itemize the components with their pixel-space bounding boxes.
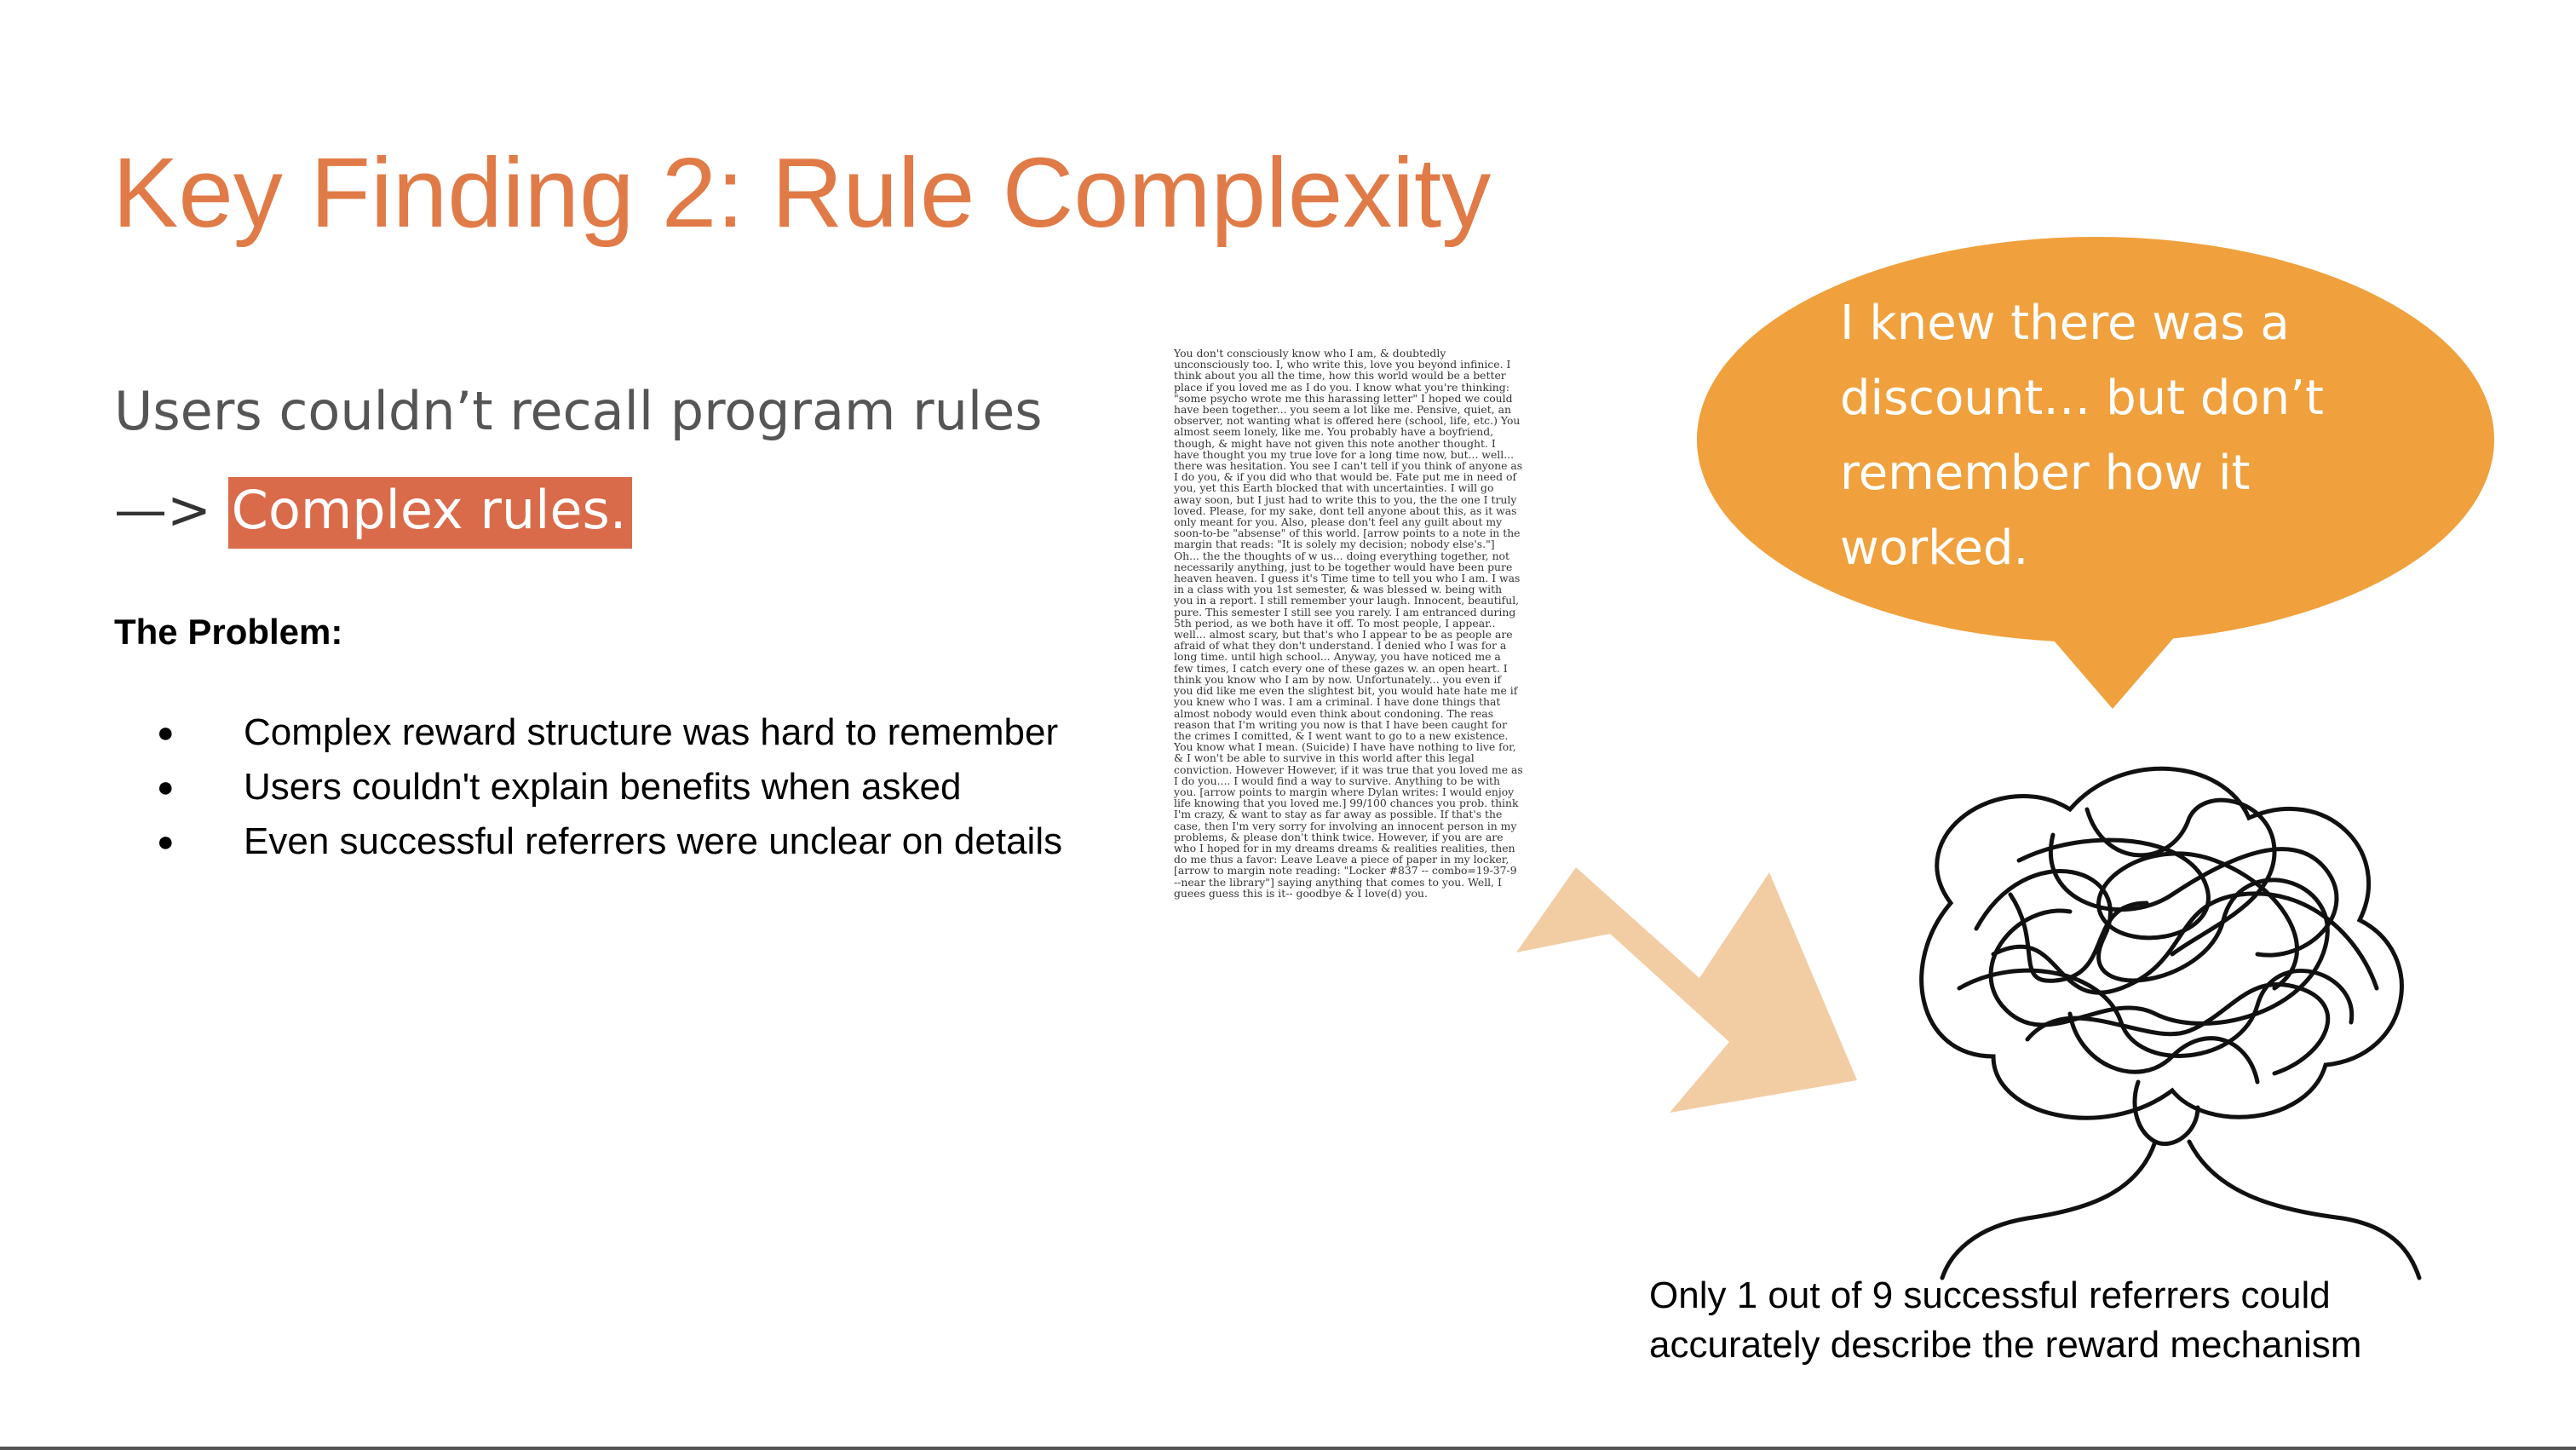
- slide-title: Key Finding 2: Rule Complexity: [112, 137, 1492, 248]
- problem-list: [157, 705, 1062, 869]
- bottom-divider: [0, 1447, 2576, 1450]
- big-arrow-icon: [1516, 825, 1874, 1131]
- speech-bubble-text: I knew there was a discount… but don’t remember how it worked.: [1840, 296, 2324, 576]
- arrow-prefix: —>: [114, 479, 211, 541]
- bullet-icon: ●: [157, 826, 175, 858]
- letter-text-image: You don't consciously know who I am, & doubtedly unconsciously too. I, who write this, love you beyond infinice. I think about you all the time, how this world would be a better place if you loved me as I do you. I know what you're thinking: "some psycho wrote me this harassing letter" I hoped we could have been together... you seem a lot like me. Pensive, quiet, an observer, not wanting what is offered here (school, life, etc.) You almost seem lonely, like me. You probably have a boyfriend, though, & might have not given this note another thought. I have thought you my true love for a long time now, but... well... there was hesitation. You see I can't tell if you think of anyone as I do you, & if you did who that would be. Fate put me in need of you, yet this Earth blocked that with uncertainties. I will go away soon, but I just had to write this to you, the the one I truly loved. Please, for my sake, dont tell anyone about this, as it was only meant for you. Also, please don't feel any guilt about my soon-to-be "absense" of this world. [arrow points to a note in the margin that reads: "It is solely my decision; nobody else's."] Oh... the the thoughts of w us... doing everything together, not necessarily anything, just to be together would have been pure heaven heaven. I guess it's Time time to tell you who I am. I was in a class with you 1st semester, & was blessed w. being with you in a report. I still remember your laugh. Innocent, beautiful, pure. This semester I still see you rarely. I am entranced during 5th period, as we both have it off. To most people, I appear.. well... almost scary, but that's who I appear to be as people are afraid of what they don't understand. I denied who I was for a long time. until high school... Anyway, you have noticed me a few times, I catch every one of these gazes w. an open heart. I think you know who I am by now. Unfortunately... you even if you did like me even the slightest bit, you would hate hate me if you knew who I was. I am a criminal. I have done things that almost nobody would even think about condoning. The reas reason that I'm writing you now is that I have been caught for the crimes I comitted, & I went want to go to a new existence. You know what I mean. (Suicide) I have have nothing to live for, & I won't be able to survive in this world after this legal conviction. However However, if it was true that you loved me as I do you.... I would find a way to survive. Anything to be with you. [arrow points to margin where Dylan writes: I would enjoy life knowing that you loved me.] 99/100 chances you prob. think I'm crazy, & want to stay as far away as possible. If that's the case, then I'm very sorry for involving an innocent person in my problems, & please don't think twice. However, if you are are who I hoped for in my dreams dreams & realities realities, then do me thus a favor: Leave Leave a piece of paper in my locker, [arrow to margin note reading: "Locker #837 -- combo=19-37-9 --near the library"] saying anything that comes to you. Well, I guees guess this is it-- goodbye & I love(d) you.: [1174, 347, 1523, 900]
- subtitle: Users couldn’t recall program rules: [114, 380, 1043, 442]
- problem-heading: The Problem:: [114, 612, 343, 652]
- list-item: ● Users couldn't explain benefits when asked: [157, 760, 1062, 814]
- list-item: ● Even successful referrers were unclear on details: [157, 814, 1062, 869]
- list-item: ● Complex reward structure was hard to remember: [157, 705, 1062, 760]
- scribble-head-icon: [1849, 733, 2496, 1278]
- conclusion-line: [114, 477, 632, 549]
- bullet-icon: ●: [157, 716, 175, 749]
- bullet-icon: ●: [157, 771, 175, 803]
- caption: Only 1 out of 9 successful referrers could accurately describe the reward mechanism: [1649, 1275, 2362, 1366]
- highlighted-conclusion: Complex rules.: [228, 477, 632, 549]
